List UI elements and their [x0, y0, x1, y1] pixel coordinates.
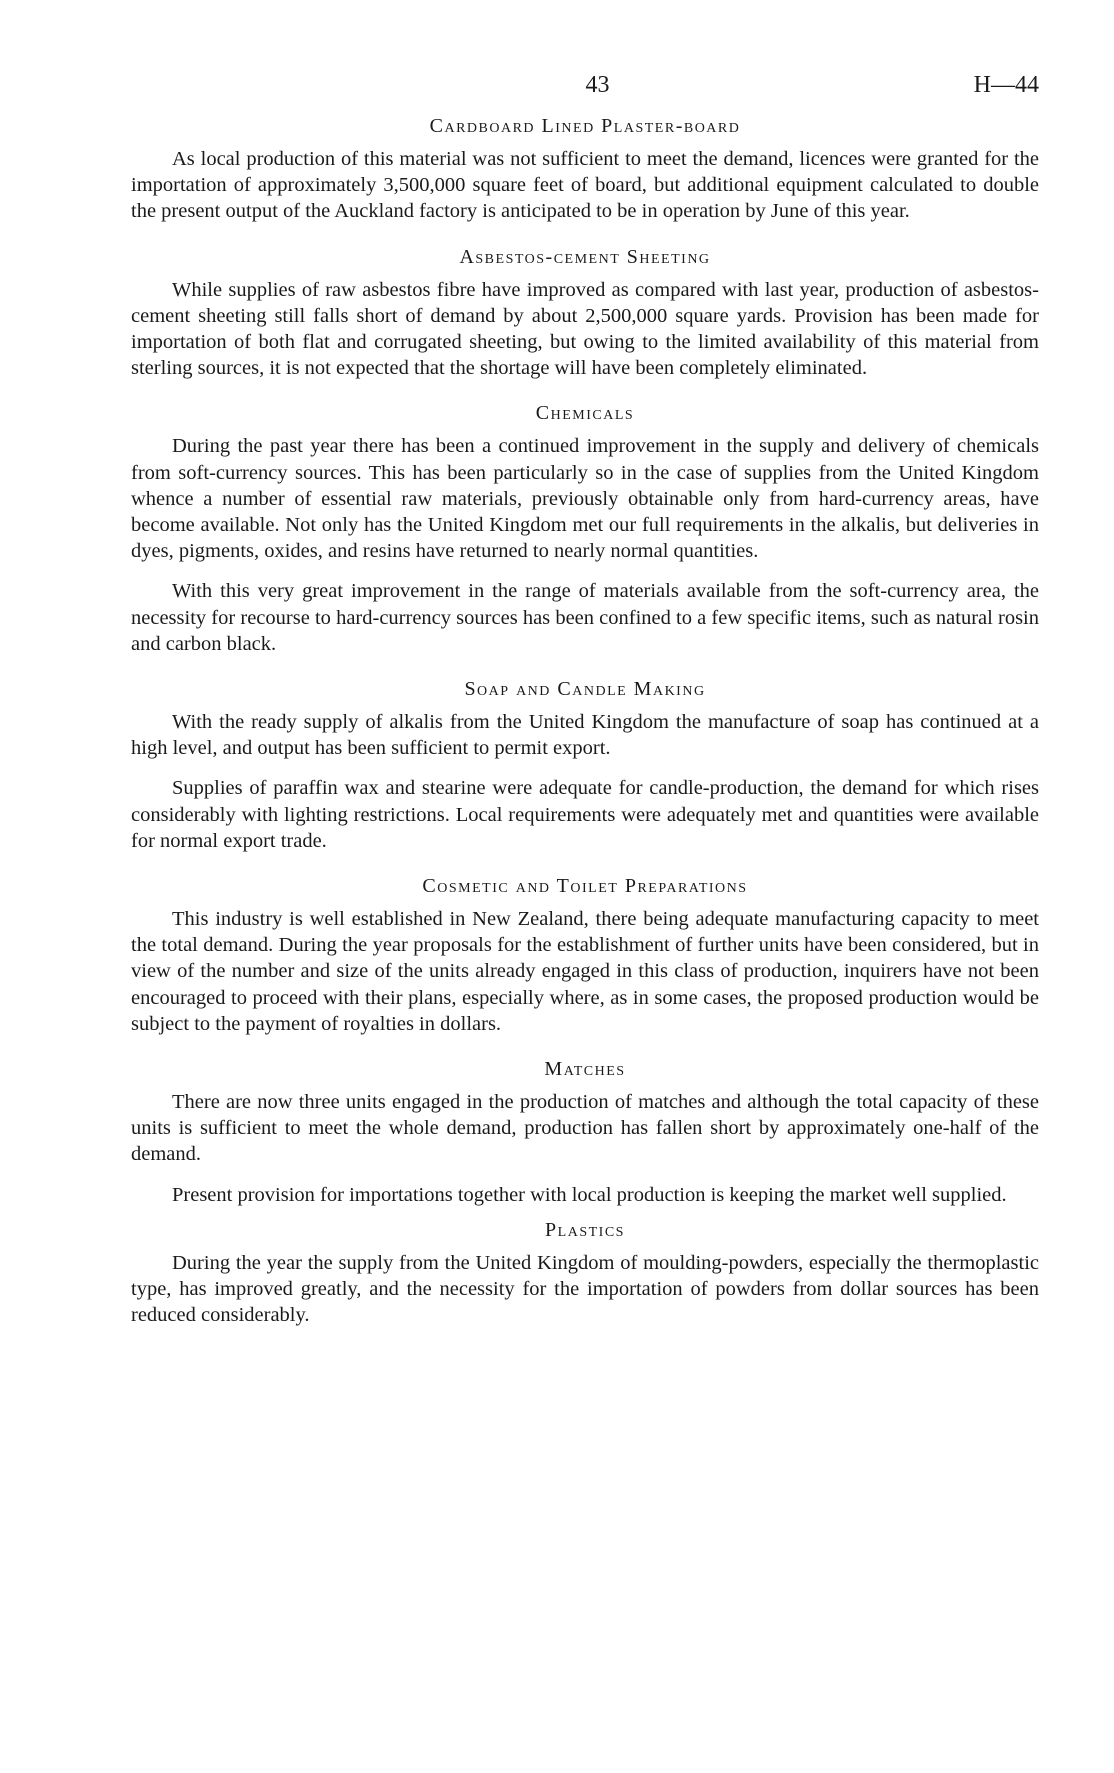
section-heading: Asbestos-cement Sheeting	[459, 245, 711, 268]
section-plastics	[131, 1218, 1039, 1329]
paragraph: This industry is well established in New Zealand, there being adequate manufacturing capacity to meet the total demand. During the year proposals for the establishment of further units have been considered, but in view of the number and size of the units already engaged in this class of production, inquirers have not been encouraged to proceed with their plans, especially where, as in some cases, the proposed production would be subject to the payment of royalties in dollars.	[131, 908, 1039, 1035]
section-asbestos	[131, 245, 1039, 382]
document-reference: H—44	[973, 72, 1039, 98]
paragraph: There are now three units engaged in the production of matches and although the total capacity of these units is sufficient to meet the whole demand, production has fallen short by approximately one-half of the demand.	[131, 1091, 1039, 1166]
section-heading: Soap and Candle Making	[464, 678, 706, 701]
section-matches	[131, 1057, 1039, 1208]
paragraph: While supplies of raw asbestos fibre have improved as compared with last year, production of asbestos-cement sheeting still falls short of demand by about 2,500,000 square yards. Provision has been made for importation of both flat and corrugated sheeting, but owing to the limited availability of this material from sterling sources, it is not expected that the shortage will have been completely eliminated.	[131, 278, 1039, 380]
section-heading: Cosmetic and Toilet Preparations	[422, 875, 748, 898]
paragraph: With this very great improvement in the range of materials available from the soft-currency area, the necessity for recourse to hard-currency sources has been confined to a few specific items, such as natural rosin and carbon black.	[131, 580, 1039, 655]
section-chemicals	[131, 401, 1039, 657]
paragraph: During the past year there has been a continued improvement in the supply and delivery of chemicals from soft-currency sources. This has been particularly so in the case of supplies from the United Kingdom whence a number of essential raw materials, previously obtainable only from hard-currency areas, have become available. Not only has the United Kingdom met our full requirements in the alkalis, but deliveries in dyes, pigments, oxides, and resins have returned to nearly normal quantities.	[131, 435, 1039, 563]
section-cardboard	[131, 114, 1039, 225]
section-heading: Plastics	[545, 1218, 625, 1241]
paragraph: During the year the supply from the United Kingdom of moulding-powders, especially the thermoplastic type, has improved greatly, and the necessity for the importation of powders from dollar sources has been reduced considerably.	[131, 1251, 1039, 1327]
page-header	[131, 72, 1039, 112]
section-heading: Cardboard Lined Plaster-board	[429, 115, 741, 137]
section-heading: Matches	[544, 1058, 626, 1081]
paragraph: Present provision for importations together with local production is keeping the market well supplied.	[172, 1183, 1007, 1206]
paragraph: With the ready supply of alkalis from the United Kingdom the manufacture of soap has continued at a high level, and output has been sufficient to permit export.	[131, 711, 1039, 760]
section-soap-candle	[131, 677, 1039, 854]
section-cosmetic	[131, 874, 1039, 1037]
paragraph: As local production of this material was not sufficient to meet the demand, licences were granted for the importation of approximately 3,500,000 square feet of board, but additional equipment calculated to double the present output of the Auckland factory is anticipated to be in operation by June of this year.	[131, 148, 1039, 223]
document-page	[131, 72, 1039, 1349]
section-heading: Chemicals	[535, 402, 635, 425]
page-number: 43	[585, 72, 610, 98]
paragraph: Supplies of paraffin wax and stearine were adequate for candle-production, the demand for which rises considerably with lighting restrictions. Local requirements were adequately met and quantities were available for normal export trade.	[131, 777, 1039, 852]
